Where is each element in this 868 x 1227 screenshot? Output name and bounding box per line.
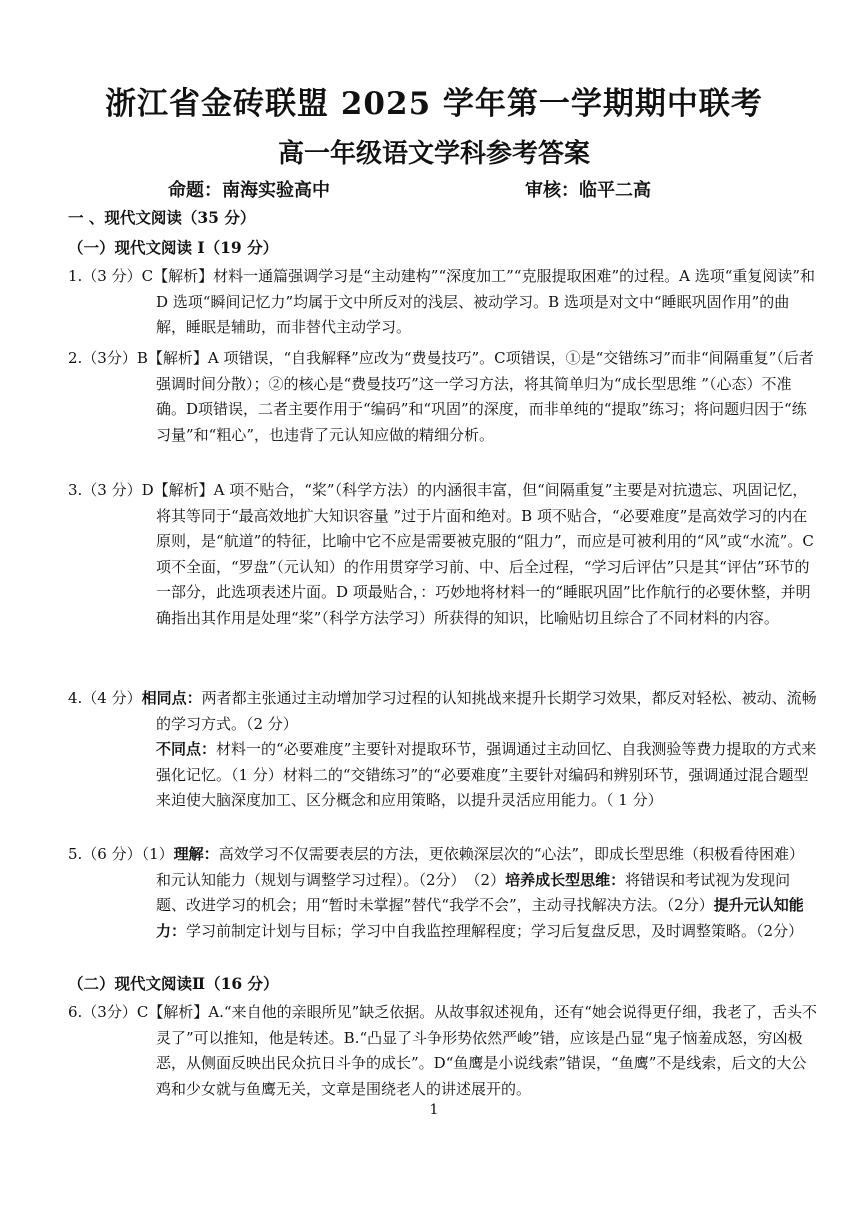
answer-5-text-understand: 高效学习不仅需要表层的方法，更依赖深层次的“心法”，即成长型思维（积极看待困难）和元认知能力（规划与调整学习过程）。（2分） （2） [156, 845, 805, 889]
section-heading-1b: （二）现代文阅读Ⅱ（16 分） [68, 974, 279, 993]
answer-4-text-same: 两者都主张通过主动增加学习过程的认知挑战来提升长期学习效果，都反对轻松、被动、流畅的学习方式。（2 分） [156, 689, 817, 733]
answer-4-text-diff: 材料一的“必要难度”主要针对提取环节，强调通过主动回忆、自我测验等费力提取的方式来强化记忆。（1 分）材料二的“交错练习”的“必要难度”主要针对编码和辨别环节，强调通过混合题型来迫使大脑深度加工、区分概念和应用策略，以提升灵活应用能力。（ 1 分） [156, 740, 817, 809]
answer-1 [68, 264, 818, 341]
answer-2-text: 2.（3分）B【解析】A 项错误，“自我解释”应改为“费曼技巧”。C项错误，①是“交错练习”而非“间隔重复”（后者强调时间分散）；②的核心是“费曼技巧”这一学习方法，将其简单归为“成长型思维 ”（心态）不准确。D项错误，二者主要作用于“编码”和“巩固”的深度，而非单纯的“提取”练习；将问题归因于“练习量”和“粗心”，也违背了元认知应做的精细分析。 [68, 349, 814, 444]
section-heading-1a: （一）现代文阅读 Ⅰ（19 分） [68, 238, 279, 257]
answer-5-sub1: （1） [141, 845, 174, 863]
answer-5-label-growth: 培养成长型思维： [505, 870, 626, 889]
answer-4-part1 [68, 686, 818, 737]
answer-5-text-growth: 将错误和考试视为发现问题、改进学习的机会；用“暂时未掌握”替代“我学不会”，主动寻找解决方法。（2分） [156, 870, 791, 914]
answer-4-label-same: 相同点： [141, 689, 202, 707]
answer-4-part2 [156, 737, 818, 814]
document-subtitle: 高一年级语文学科参考答案 [277, 139, 590, 169]
answer-3-text: 3.（3 分）D【解析】A 项不贴合，“桨”（科学方法）的内涵很丰富，但“间隔重复”主要是对抗遗忘、巩固记忆，将其等同于“最高效地扩大知识容量 ”过于片面和绝对。B 项不贴合，“必要难度”是高效学习的内在原则，是“航道”的特征，比喻中它不应是需要被克服的“阻力”，而应是可被利用的“风”或“水流”。C 项不全面，“罗盘”（元认知）的作用贯穿学习前、中、后全过程，“学习后评估”只是其“评估”环节的一部分，此选项表述片面。D 项最贴合，：巧妙地将材料一的“睡眠巩固”比作航行的必要休整，并明确指出其作用是处理“桨”（科学方法学习）所获得的知识，比喻贴切且综合了不同材料的内容。 [68, 481, 814, 627]
document-title: 浙江省金砖联盟 2025 学年第一学期期中联考 [105, 86, 763, 122]
author-line: 命题：南海实验高中 [168, 180, 330, 201]
answer-4 [68, 686, 818, 814]
answer-5-label-metacog: 提升元认知能力： [156, 896, 804, 940]
answer-1-text: 1.（3 分）C【解析】材料一通篇强调学习是“主动建构”“深度加工”“克服提取困难”的过程。A 选项“重复阅读”和 D 选项“瞬间记忆力”均属于文中所反对的浅层、被动学习。B 选项是对文中“睡眠巩固作用”的曲解，睡眠是辅助，而非替代主动学习。 [68, 267, 816, 336]
answer-4-number: 4.（4 分） [68, 689, 142, 707]
section-heading-1: 一 、现代文阅读（35 分） [68, 208, 256, 227]
answer-5-text-metacog: 学习前制定计划与目标；学习中自我监控理解程度；学习后复盘反思，及时调整策略。（2分） [186, 921, 804, 940]
answer-5-number: 5.（6 分） [68, 845, 142, 863]
answer-5 [68, 842, 818, 944]
reviewer-line: 审核：临平二高 [525, 180, 651, 201]
answer-6-text: 6.（3分）C【解析】A.“来自他的亲眼所见”缺乏依据。从故事叙述视角，还有“她会说得更仔细，我老了，舌头不灵了”可以推知，他是转述。B.“凸显了斗争形势依然严峻”错，应该是凸显“鬼子恼羞成怒，穷凶极恶，从侧面反映出民众抗日斗争的成长”。D“鱼鹰是小说线索”错误，“鱼鹰”不是线索，后文的大公鸡和少女就与鱼鹰无关，文章是围绕老人的讲述展开的。 [68, 1003, 817, 1098]
answer-2 [68, 346, 818, 448]
page-number: 1 [429, 1102, 439, 1118]
answer-5-text [68, 842, 818, 944]
answer-3 [68, 478, 818, 631]
answer-6 [68, 1000, 818, 1102]
answer-5-label-understand: 理解： [173, 845, 219, 863]
answer-4-label-diff: 不同点： [156, 740, 217, 758]
